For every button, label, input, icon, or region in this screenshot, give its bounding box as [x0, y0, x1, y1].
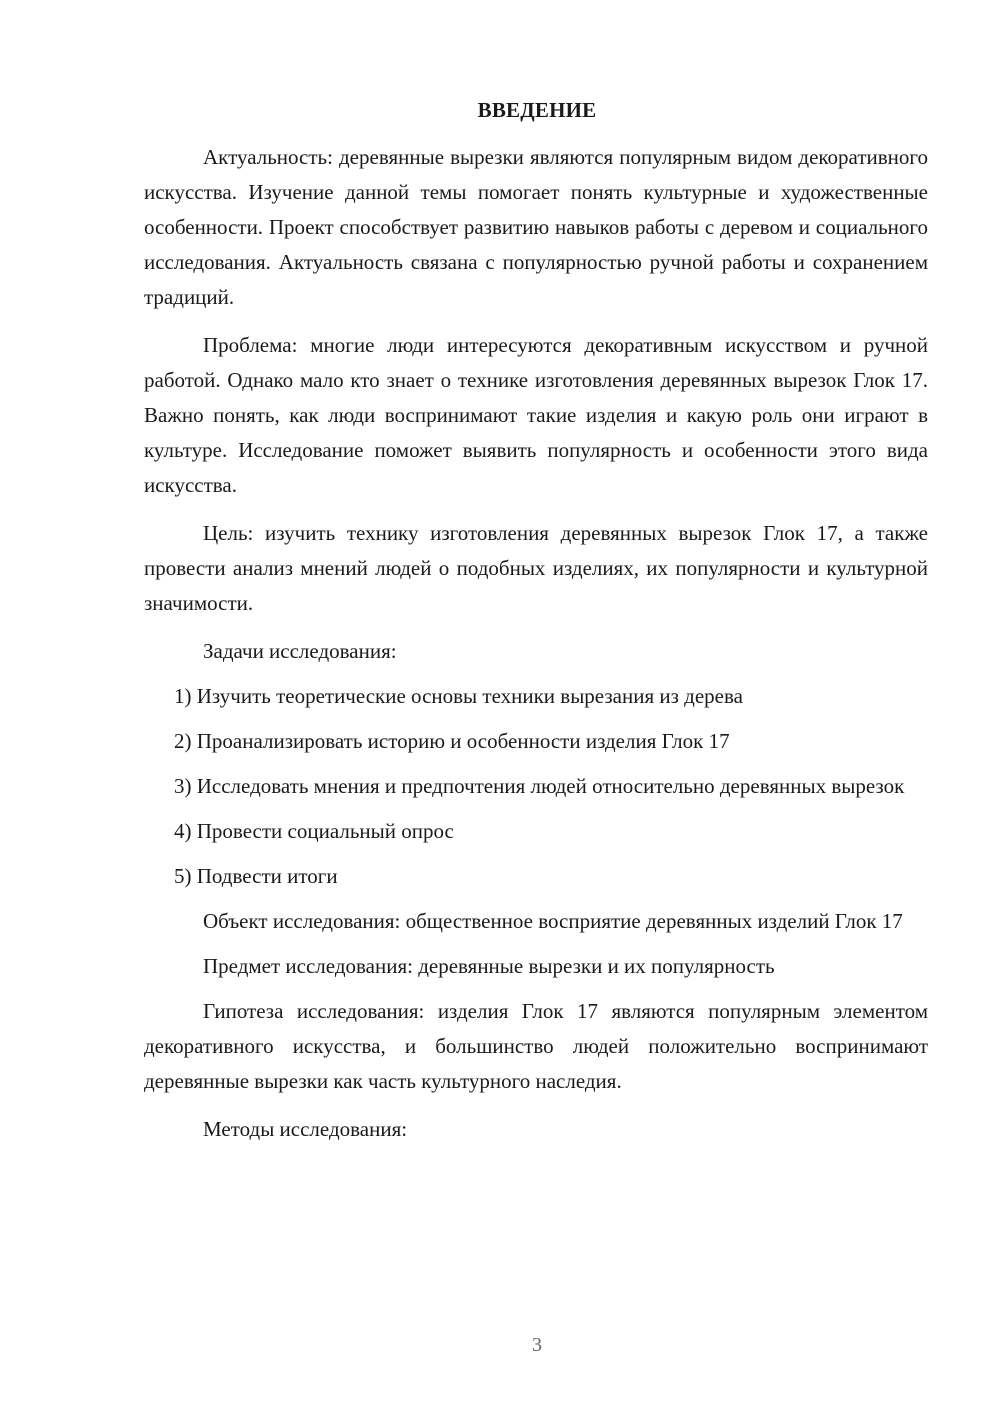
paragraph-relevance: Актуальность: деревянные вырезки являются популярным видом декоративного искусства. Изучение данной темы помогает понять культурные и художественные особенности. Проект способствует развитию навыков работы с деревом и социального исследования. Актуальность связана с популярностью ручной работы и сохранением традиций.	[144, 145, 928, 309]
section-heading: ВВЕДЕНИЕ	[477, 98, 597, 122]
page-number: 3	[532, 1334, 542, 1356]
task-item-1: 1) Изучить теоретические основы техники вырезания из дерева	[174, 684, 743, 708]
paragraph-methods-heading: Методы исследования:	[203, 1117, 408, 1141]
paragraph-subject: Предмет исследования: деревянные вырезки и их популярность	[203, 954, 775, 978]
paragraph-problem: Проблема: многие люди интересуются декоративным искусством и ручной работой. Однако мало кто знает о технике изготовления деревянных вырезок Глок 17. Важно понять, как люди воспринимают такие изделия и какую роль они играют в культуре. Исследование поможет выявить популярность и особенности этого вида искусства.	[144, 333, 928, 497]
task-item-5: 5) Подвести итоги	[174, 864, 338, 888]
document-body	[144, 140, 928, 1160]
task-item-3: 3) Исследовать мнения и предпочтения людей относительно деревянных вырезок	[174, 774, 905, 798]
paragraph-goal: Цель: изучить технику изготовления деревянных вырезок Глок 17, а также провести анализ мнений людей о подобных изделиях, их популярности и культурной значимости.	[144, 521, 928, 615]
paragraph-hypothesis: Гипотеза исследования: изделия Глок 17 являются популярным элементом декоративного искусства, и большинство людей положительно воспринимают деревянные вырезки как часть культурного наследия.	[144, 999, 928, 1093]
paragraph-tasks-heading: Задачи исследования:	[203, 639, 397, 663]
task-item-2: 2) Проанализировать историю и особенности изделия Глок 17	[174, 729, 730, 753]
paragraph-object: Объект исследования: общественное восприятие деревянных изделий Глок 17	[203, 909, 903, 933]
task-item-4: 4) Провести социальный опрос	[174, 819, 454, 843]
